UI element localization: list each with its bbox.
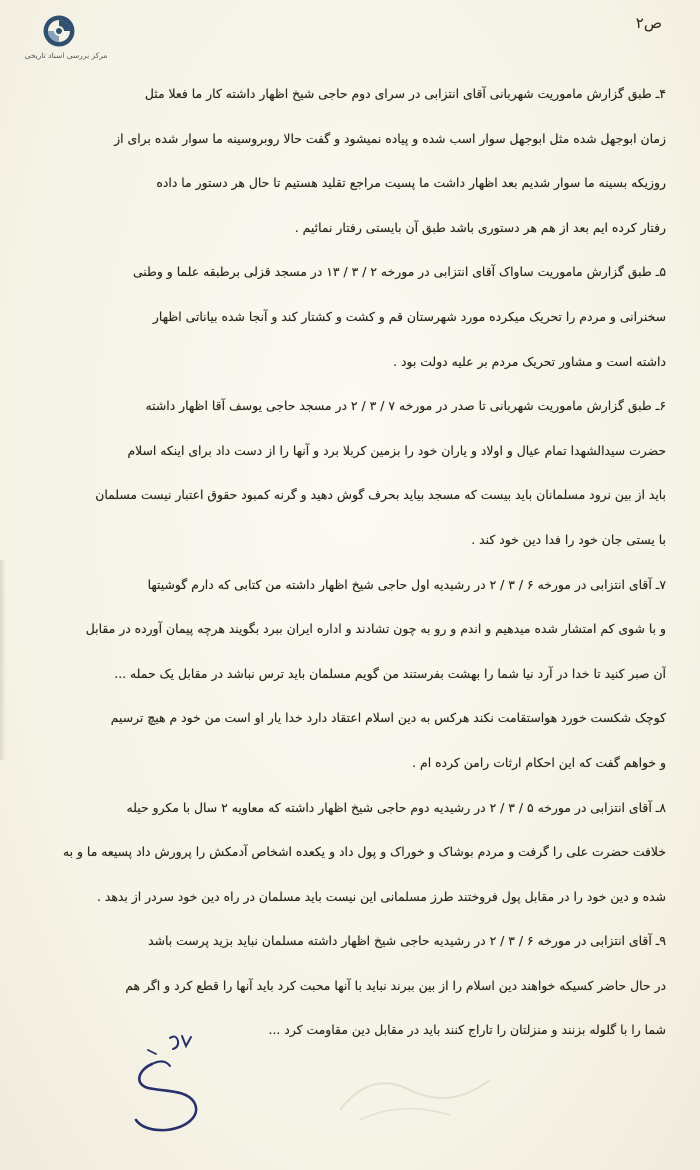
text-line: ۴ـ طبق گزارش ماموریت شهربانی آقای انتزابی در سرای دوم حاجی شیخ اظهار داشته کار ما فعلا مثل (144, 86, 666, 101)
report-paragraph (18, 72, 666, 250)
text-line: رفتار کرده ایم بعد از هم هر دستوری باشد طبق آن بایستی رفتار نمائیم . (294, 219, 666, 235)
report-body (18, 72, 666, 1053)
faint-stamp-mark (330, 1050, 500, 1130)
text-line: باید از بین نرود مسلمانان باید بیست که مسجد بیاید بحرف گوش دهید و گرنه کمبود حقوق اعتبار نیست مسلمان (95, 487, 666, 503)
text-line: داشته است و مشاور تحریک مردم بر علیه دولت بود . (393, 353, 666, 369)
text-line: سخنرانی و مردم را تحریک میکرده مورد شهرستان قم و کشت و کشتار کند و آنجا شده بیاناتی اظهار (152, 308, 666, 324)
report-paragraph (18, 250, 666, 384)
text-line: کوچک شکست خورد هواستقامت نکند هرکس به دین اسلام اعتقاد دارد خدا یار او است من خود م هیچ ترسیم (110, 710, 666, 726)
text-line: ۶ـ طبق گزارش ماموریت شهربانی تا صدر در مورخه ۷ / ۳ / ۲ در مسجد حاجی یوسف آقا اظهار داشته (145, 398, 666, 414)
text-line: زمان ابوجهل شده مثل ابوجهل سوار اسب شده و پیاده نمیشود و گفت حالا روبروسینه ما سوار شده برای از (114, 130, 666, 146)
text-line: و خواهم گفت که این احکام ارثات رامن کرده ام . (412, 754, 666, 770)
text-line: روزیکه بسینه ما سوار شدیم بعد اظهار داشت ما پسیت مراجع تقلید هستیم تا حال هر دستور ما داده (156, 175, 666, 191)
text-line: ۹ـ آقای انتزابی در مورخه ۶ / ۳ / ۲ در رشیدیه حاجی شیخ اظهار داشته مسلمان نباید بزید پرست باشد (148, 933, 666, 949)
archive-logo (18, 12, 114, 60)
text-line: ۸ـ آقای انتزابی در مورخه ۵ / ۳ / ۲ در رشیدیه دوم حاجی شیخ اظهار داشته که معاویه ۲ سال با مکرو حیله (126, 799, 666, 815)
text-line: با یستی جان خود را فدا دین خود کند . (471, 531, 666, 547)
text-line: آن صبر کنید تا خدا در آرد نیا شما را بهشت بفرستند من گویم مسلمان باید ترس نباشد در مقابل یک حمله ... (114, 665, 666, 681)
text-line: و با شوی کم امتشار شده میدهیم و اندم و رو به چون تشادند و اداره ایران ببرد بگویند هرچه پیمان آورده در مقابل (85, 621, 666, 637)
text-line: در حال حاضر کسیکه خواهند دین اسلام را از بین ببرند نباید با آنها محبت کرد باید آنها را قطع کرد و اگر هم (125, 977, 666, 993)
handwritten-signature (128, 1030, 238, 1140)
report-paragraph (18, 563, 666, 786)
text-line: ۵ـ طبق گزارش ماموریت ساواک آقای انتزابی در مورخه ۲ / ۳ / ۱۳ در مسجد قزلی برطبقه علما و وطنی (132, 264, 666, 280)
text-line: خلافت حضرت علی را گرفت و مردم بوشاک و خوراک و پول داد و یکعده اشخاص آدمکش را پرورش داد پسیعه ما و به (62, 844, 666, 860)
report-paragraph (18, 786, 666, 920)
text-line: شده و دین خود را در مقابل پول فروختند طرز مسلمانی این نیست باید مسلمان در راه دین خود سردر از بدهد . (96, 888, 666, 904)
text-line: حضرت سیدالشهدا تمام عیال و اولاد و یاران خود را بزمین کربلا برد و آنها را از دست داد برای اینکه اسلام (127, 442, 666, 458)
archive-logo-text: مرکز بررسی اسناد تاریخی (24, 51, 108, 60)
text-line: شما را با گلوله بزنند و منزلتان را تاراج کنند باید در مقابل دین مقاومت کرد ... (268, 1022, 666, 1038)
text-line: ۷ـ آقای انتزابی در مورخه ۶ / ۳ / ۲ در رشیدیه اول حاجی شیخ اظهار داشته من کتابی که دارم گوشیتها (147, 576, 666, 592)
scan-edge-shadow (0, 560, 6, 760)
report-paragraph (18, 919, 666, 1053)
report-paragraph (18, 384, 666, 562)
archive-center-logo-icon (42, 14, 76, 48)
page-number: ص۲ (635, 14, 662, 32)
